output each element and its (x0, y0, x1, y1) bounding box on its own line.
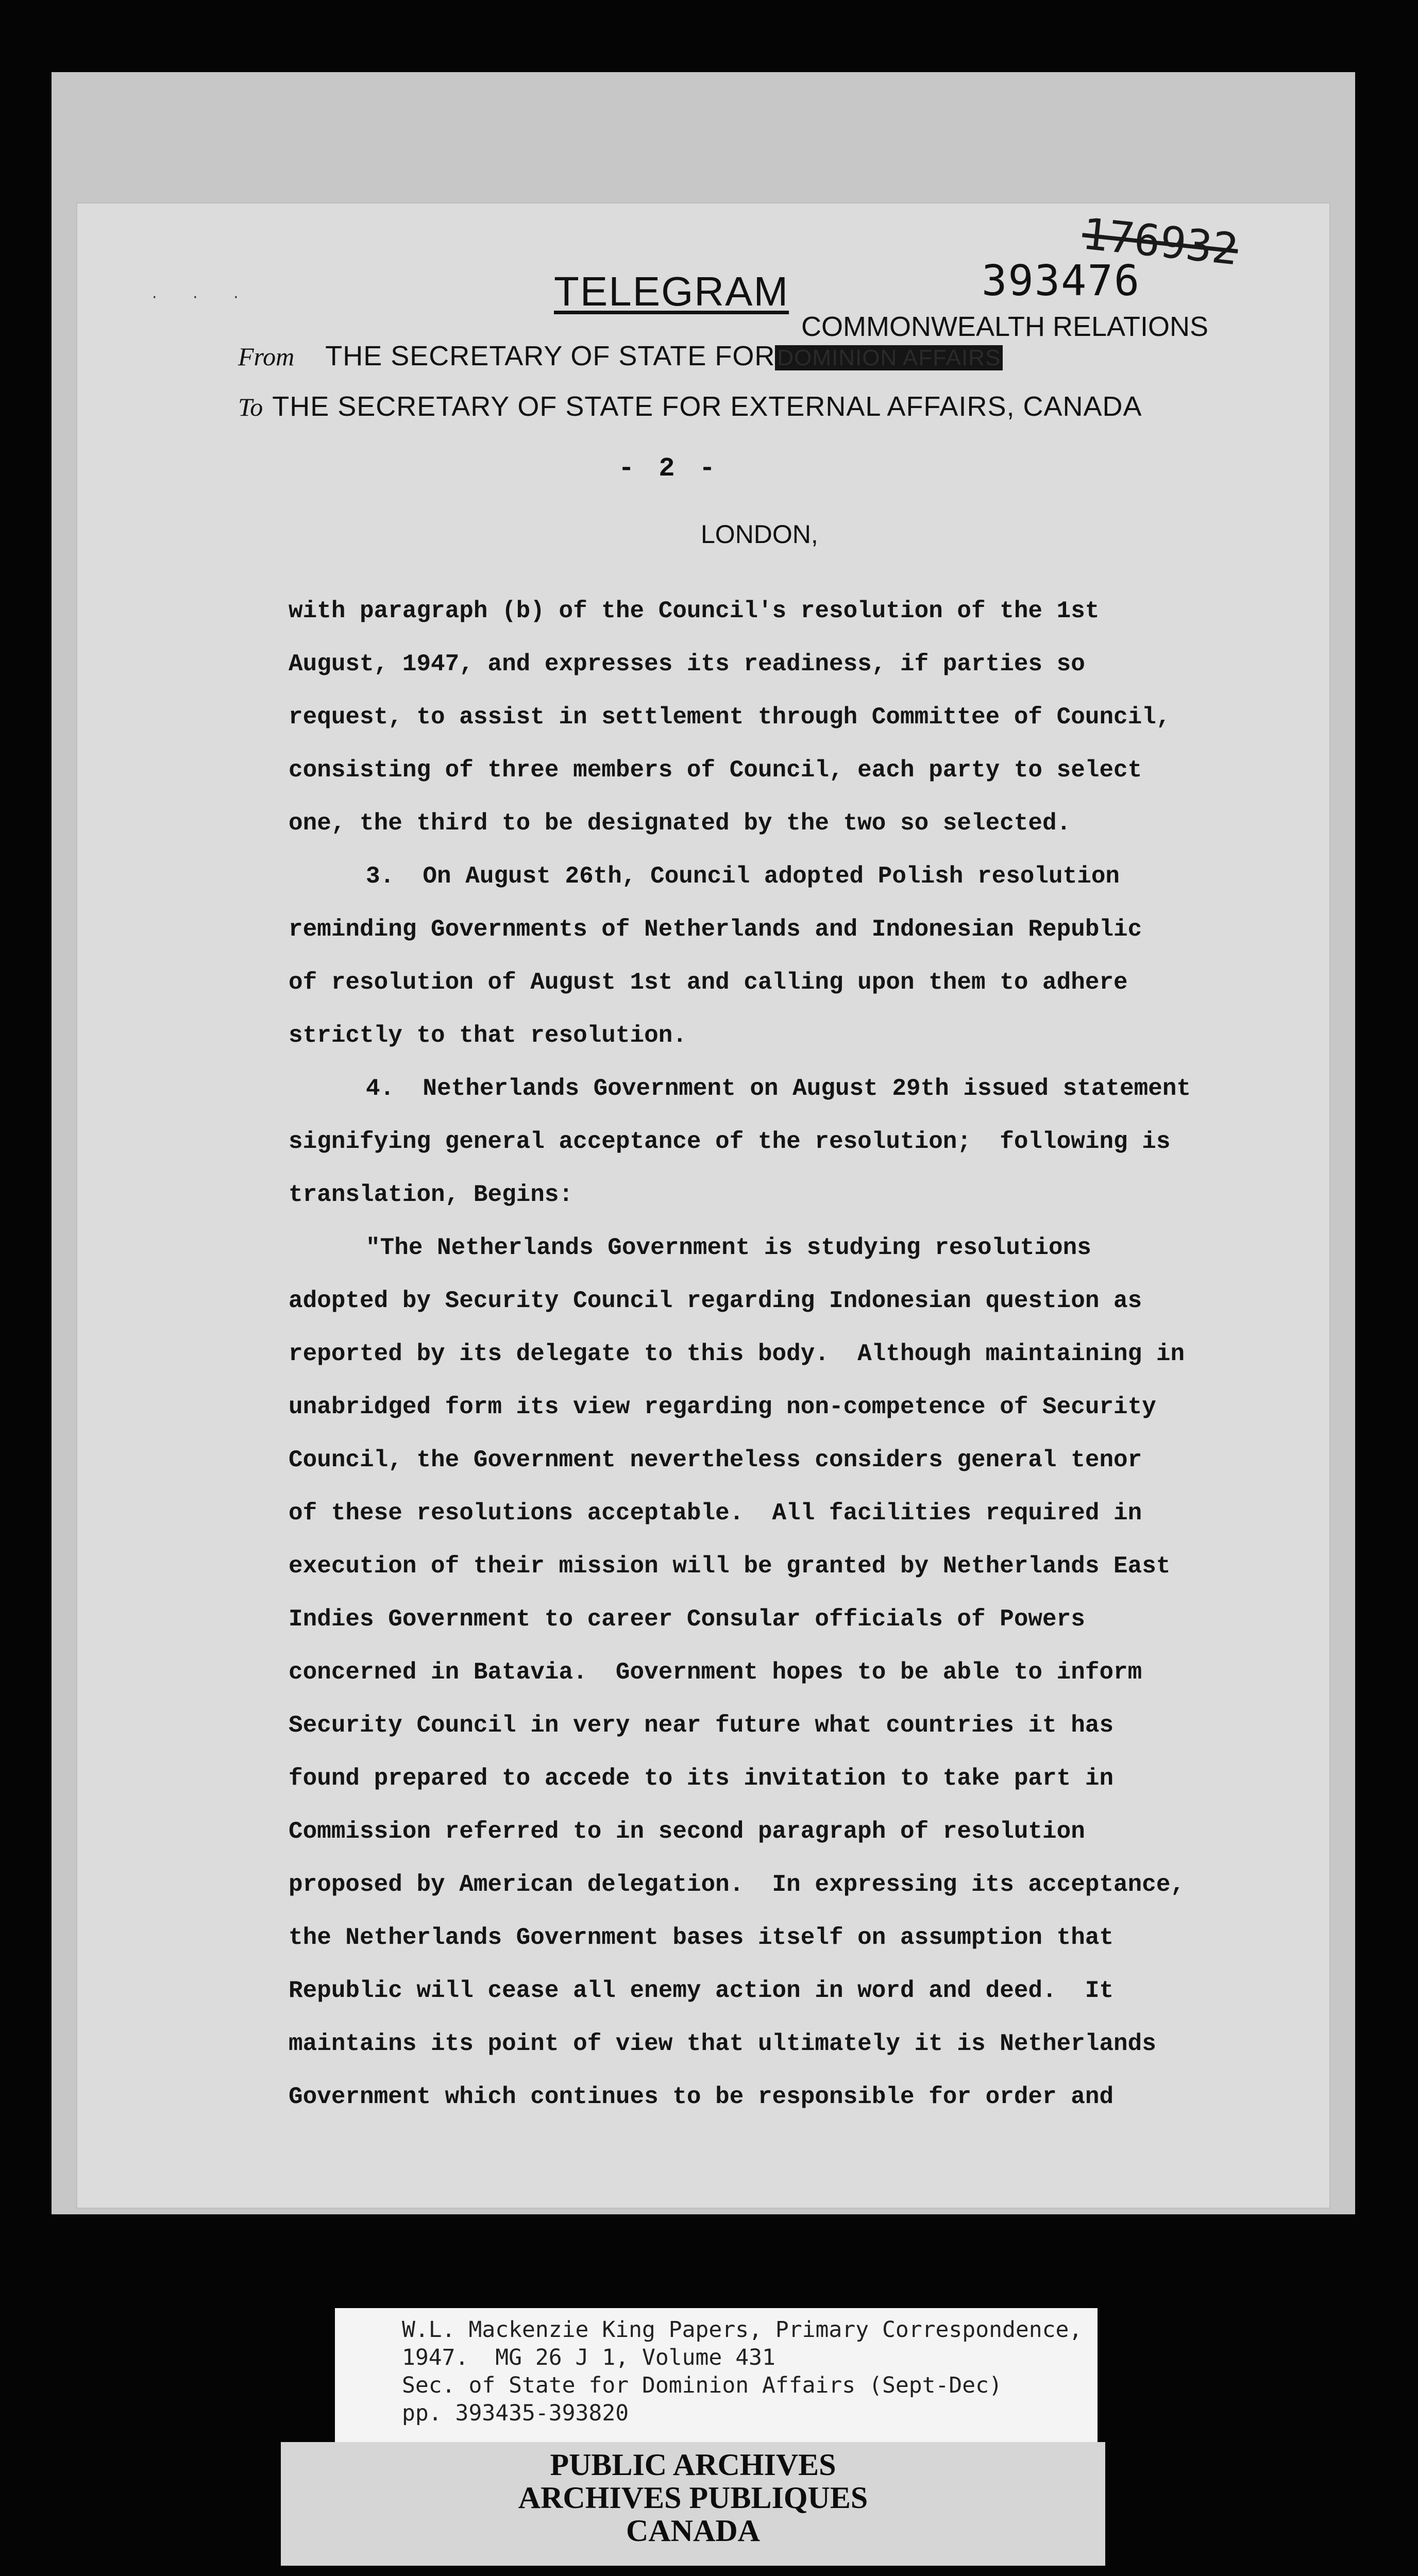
archive-stamp-line: CANADA (626, 2514, 760, 2548)
catalogue-card-line: W.L. Mackenzie King Papers, Primary Correspondence, (402, 2317, 1083, 2343)
to-line (238, 391, 1142, 422)
body-line: maintains its point of view that ultimately it is Netherlands (289, 2030, 1156, 2057)
body-line: Indies Government to career Consular officials of Powers (289, 1606, 1085, 1633)
edge-specks: · · · (152, 289, 254, 307)
body-line: concerned in Batavia. Government hopes to be able to inform (289, 1659, 1142, 1686)
body-line: Government which continues to be responsible for order and (289, 2083, 1114, 2110)
body-line: Republic will cease all enemy action in word and deed. It (289, 1977, 1114, 2004)
body-line: with paragraph (b) of the Council's resolution of the 1st (289, 598, 1100, 624)
body-line: the Netherlands Government bases itself on assumption that (289, 1924, 1114, 1951)
body-line: strictly to that resolution. (289, 1022, 687, 1049)
commonwealth-relations-correction: COMMONWEALTH RELATIONS (801, 311, 1209, 342)
body-line: unabridged form its view regarding non-competence of Security (289, 1394, 1156, 1420)
archive-stamp-line: ARCHIVES PUBLIQUES (518, 2481, 868, 2515)
body-line: request, to assist in settlement through Committee of Council, (289, 704, 1171, 731)
body-line: Commission referred to in second paragraph of resolution (289, 1818, 1085, 1845)
body-line: adopted by Security Council regarding Indonesian question as (289, 1287, 1142, 1314)
catalogue-card-line: pp. 393435-393820 (402, 2400, 629, 2426)
from-line (238, 340, 1003, 372)
page-number: - 2 - (618, 453, 720, 484)
body-line: consisting of three members of Council, each party to select (289, 757, 1142, 784)
body-line: reported by its delegate to this body. Although maintaining in (289, 1341, 1185, 1367)
struck-dominion-affairs: DOMINION AFFAIRS (775, 345, 1003, 370)
to-label: To (238, 393, 263, 421)
from-label: From (238, 342, 295, 371)
body-line: execution of their mission will be granted by Netherlands East (289, 1553, 1171, 1580)
body-line: Security Council in very near future what countries it has (289, 1712, 1114, 1739)
origin-city: LONDON, (701, 520, 818, 549)
telegram-body (289, 585, 1278, 2124)
body-line: of resolution of August 1st and calling upon them to adhere (289, 969, 1128, 996)
catalogue-card-line: Sec. of State for Dominion Affairs (Sept-Dec) (402, 2372, 1002, 2398)
serial-number: 393476 (982, 257, 1141, 306)
catalogue-card-line: 1947. MG 26 J 1, Volume 431 (402, 2345, 775, 2370)
body-line: 3. On August 26th, Council adopted Polish resolution (366, 863, 1120, 890)
catalogue-card-text (402, 2316, 1082, 2427)
body-line: "The Netherlands Government is studying resolutions (366, 1234, 1091, 1261)
telegram-title: TELEGRAM (554, 268, 789, 314)
body-line: of these resolutions acceptable. All facilities required in (289, 1500, 1142, 1527)
body-line: Council, the Government nevertheless considers general tenor (289, 1447, 1142, 1473)
body-line: signifying general acceptance of the resolution; following is (289, 1128, 1171, 1155)
body-line: translation, Begins: (289, 1181, 573, 1208)
from-sender: THE SECRETARY OF STATE FOR (325, 341, 775, 371)
archive-stamp-text (281, 2448, 1105, 2547)
body-line: reminding Governments of Netherlands and Indonesian Republic (289, 916, 1142, 943)
body-line: proposed by American delegation. In expressing its acceptance, (289, 1871, 1185, 1898)
body-line: one, the third to be designated by the two so selected. (289, 810, 1071, 837)
to-recipient: THE SECRETARY OF STATE FOR EXTERNAL AFFAIRS, CANADA (272, 391, 1142, 422)
body-line: August, 1947, and expresses its readiness, if parties so (289, 651, 1085, 677)
body-line: found prepared to accede to its invitation to take part in (289, 1765, 1114, 1792)
body-line: 4. Netherlands Government on August 29th issued statement (366, 1075, 1191, 1102)
archive-stamp-line: PUBLIC ARCHIVES (550, 2448, 836, 2482)
struck-serial-number: 176932 (1079, 208, 1241, 275)
